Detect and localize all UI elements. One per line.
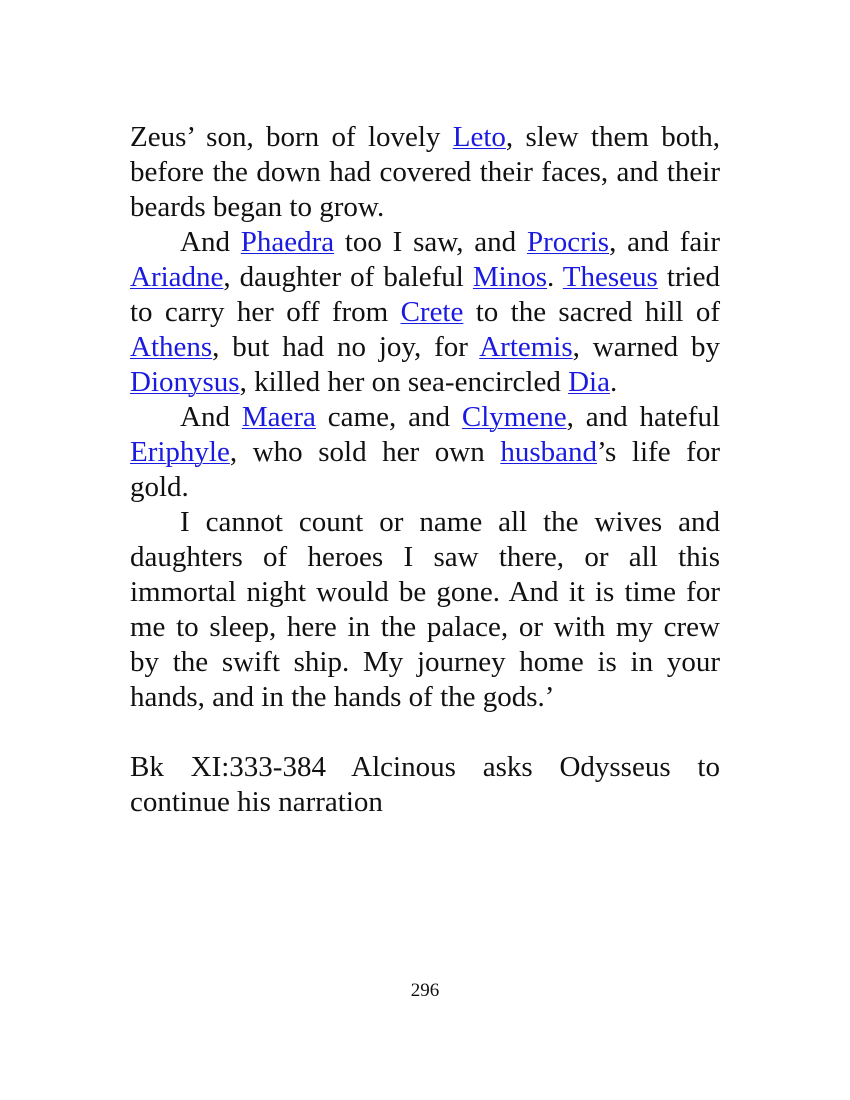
text-run: too I saw, and (334, 226, 527, 258)
link-phaedra[interactable]: Phaedra (240, 226, 335, 258)
paragraph-3 (130, 400, 720, 505)
text-run: to the sacred hill of (463, 296, 720, 328)
text-run: , who sold her own (229, 436, 501, 468)
link-dia[interactable]: Dia (568, 366, 610, 398)
link-ariadne[interactable]: Ariadne (130, 261, 224, 293)
text-run: tried to carry her off from (130, 261, 720, 328)
link-eriphyle[interactable]: Eriphyle (130, 436, 230, 468)
body-text (130, 120, 720, 820)
text-run: And (180, 401, 242, 433)
link-procris[interactable]: Procris (526, 226, 610, 258)
link-dionysus[interactable]: Dionysus (130, 366, 240, 398)
text-run: , and fair (609, 226, 720, 258)
text-run: , slew them both, before the down had covered their faces, and their beards began to grow. (130, 121, 720, 223)
text-run: , warned by (572, 331, 720, 363)
link-leto[interactable]: Leto (452, 121, 506, 153)
link-husband[interactable]: husband (500, 436, 597, 468)
page-number: 296 (410, 980, 440, 1001)
text-run: , killed her on sea-encircled (239, 366, 569, 398)
paragraph-2 (130, 225, 720, 400)
link-minos[interactable]: Minos (472, 261, 548, 293)
text-run: , daughter of baleful (223, 261, 473, 293)
paragraph-1 (130, 120, 720, 225)
text-run: Zeus’ son, born of lovely (130, 121, 453, 153)
link-theseus[interactable]: Theseus (562, 261, 658, 293)
link-crete[interactable]: Crete (400, 296, 464, 328)
link-maera[interactable]: Maera (241, 401, 316, 433)
text-run: And (180, 226, 241, 258)
link-clymene[interactable]: Clymene (461, 401, 567, 433)
text-run: , but had no joy, for (212, 331, 480, 363)
text-run: came, and (315, 401, 462, 433)
text-run: . (609, 366, 618, 398)
link-artemis[interactable]: Artemis (479, 331, 573, 363)
link-athens[interactable]: Athens (130, 331, 213, 363)
paragraph-4: I cannot count or name all the wives and daughters of heroes I saw there, or all this immortal night would be gone. And it is time for me to sleep, here in the palace, or with my crew by the swift ship. My journey home is in your hands, and in the hands of the gods.’ (130, 506, 720, 713)
section-heading: Bk XI:333-384 Alcinous asks Odysseus to continue his narration (130, 751, 720, 818)
text-run: ’s life for gold. (130, 436, 720, 503)
text-run: . (547, 261, 563, 293)
text-run: , and hateful (566, 401, 720, 433)
